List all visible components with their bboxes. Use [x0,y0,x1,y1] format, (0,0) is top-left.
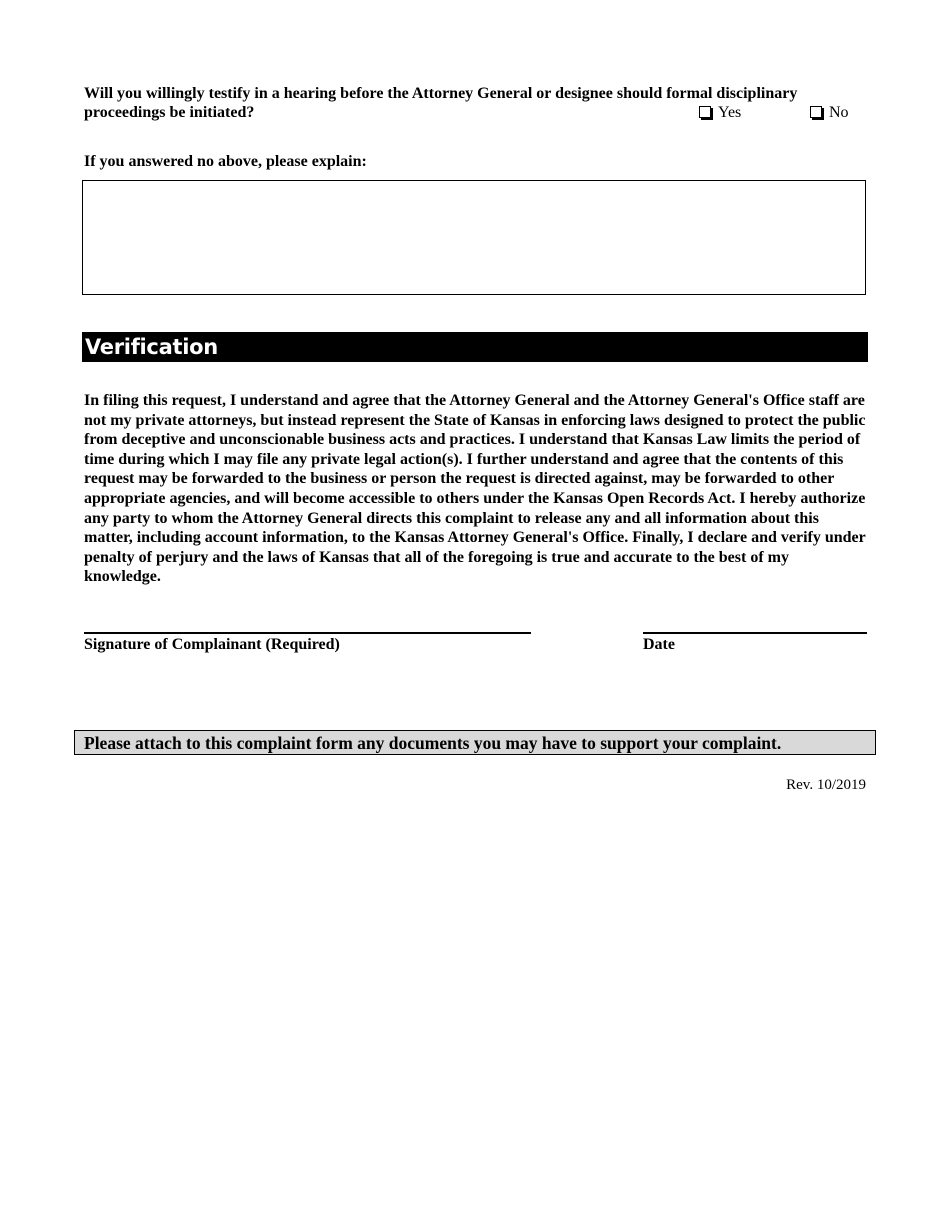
no-label: No [829,104,849,121]
testify-question-line2: proceedings be initiated? [84,104,255,121]
date-label: Date [643,636,675,653]
verification-title: Verification [85,335,218,359]
yes-checkbox[interactable] [699,106,711,118]
no-checkbox[interactable] [810,106,822,118]
attach-notice-text: Please attach to this complaint form any documents you may have to support your complaint. [84,733,782,753]
verification-section-header [82,332,868,362]
signature-label: Signature of Complainant (Required) [84,636,340,653]
revision-date: Rev. 10/2019 [786,777,866,793]
testify-question-line1: Will you willingly testify in a hearing before the Attorney General or designee should formal disciplinary [84,85,798,102]
signature-line[interactable] [84,632,531,634]
yes-option[interactable] [699,103,741,122]
no-option[interactable] [810,103,849,122]
yes-label: Yes [718,104,742,121]
date-line[interactable] [643,632,867,634]
verification-statement: In filing this request, I understand and agree that the Attorney General and the Attorney General's Office staff are not my private attorneys, but instead represent the State of Kansas in enforcing laws designed to protect the public from deceptive and unconscionable business acts and practices. I understand that Kansas Law limits the period of time during which I may file any private legal action(s). I further understand and agree that the contents of this request may be forwarded to the business or person the request is directed against, may be forwarded to other appropriate agencies, and will become accessible to others under the Kansas Open Records Act. I hereby authorize any party to whom the Attorney General directs this complaint to release any and all information about this matter, including account information, to the Kansas Attorney General's Office. Finally, I declare and verify under penalty of perjury and the laws of Kansas that all of the foregoing is true and accurate to the best of my knowledge. [84,392,866,586]
explain-label: If you answered no above, please explain: [84,153,367,170]
attach-documents-notice [74,730,876,755]
explain-text-field[interactable] [82,180,866,295]
